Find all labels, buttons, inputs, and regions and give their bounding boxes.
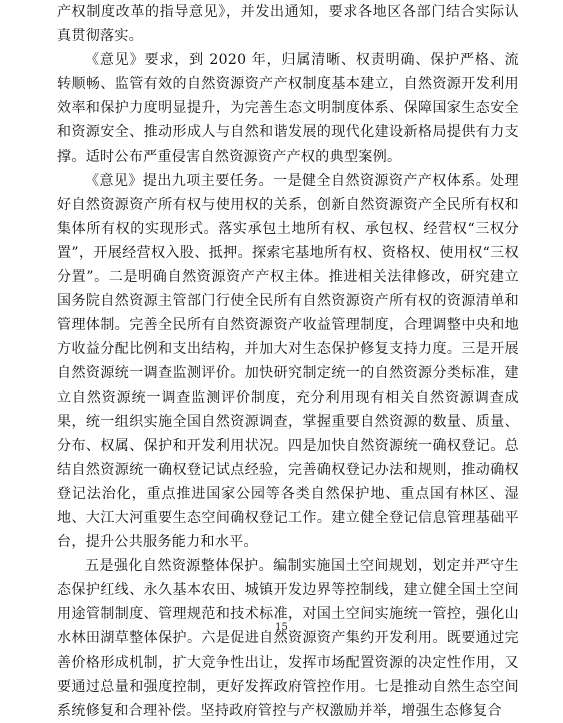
paragraph-4: 五是强化自然资源整体保护。编制实施国土空间规划，划定并严守生态保护红线、永久基本农田、城镇开发边界等控制线，建立健全国土空间用途管制制度、管理规范和技术标准，对国土空间实施统一管控，强化山水林田湖草整体保护。六是促进自然资源资产集约开发利用。既要通过完善价格形成机制，扩大竞争性出让，发挥市场配置资源的决定性作用，又要通过总量和强度控制，更好发挥政府管控作用。七是推动自然生态空间系统修复和合理补偿。坚持政府管控与产权激励并举，增强生态修复合: [57, 558, 519, 719]
page-number: 15: [275, 622, 288, 633]
paragraph-2: 《意见》要求，到 2020 年，归属清晰、权责明确、保护严格、流转顺畅、监管有效的自然资源资产产权制度基本建立，自然资源开发利用效率和保护力度明显提升，为完善生态文明制度体系、保障国家生态安全和资源安全、推动形成人与自然和谐发展的现代化建设新格局提供有力支撑。适时公布严重侵害自然资源资产产权的典型案例。: [57, 52, 519, 165]
document-body: [57, 0, 519, 723]
paragraph-1: 产权制度改革的指导意见》，并发出通知，要求各地区各部门结合实际认真贯彻落实。: [57, 4, 519, 45]
paragraph-3: 《意见》提出九项主要任务。一是健全自然资源资产产权体系。处理好自然资源资产所有权与使用权的关系，创新自然资源资产全民所有权和集体所有权的实现形式。落实承包土地所有权、承包权、经营权“三权分置”，开展经营权入股、抵押。探索宅基地所有权、资格权、使用权“三权分置”。二是明确自然资源资产产权主体。推进相关法律修改，研究建立国务院自然资源主管部门行使全民所有自然资源资产所有权的资源清单和管理体制。完善全民所有自然资源资产收益管理制度，合理调整中央和地方收益分配比例和支出结构，并加大对生态保护修复支持力度。三是开展自然资源统一调查监测评价。加快研究制定统一的自然资源分类标准，建立自然资源统一调查监测评价制度，充分利用现有相关自然资源调查成果，统一组织实施全国自然资源调查，掌握重要自然资源的数量、质量、分布、权属、保护和开发利用状况。四是加快自然资源统一确权登记。总结自然资源统一确权登记试点经验，完善确权登记办法和规则，推动确权登记法治化，重点推进国家公园等各类自然保护地、重点国有林区、湿地、大江大河重要生态空间确权登记工作。建立健全登记信息管理基础平台，提升公共服务能力和水平。: [57, 172, 519, 551]
